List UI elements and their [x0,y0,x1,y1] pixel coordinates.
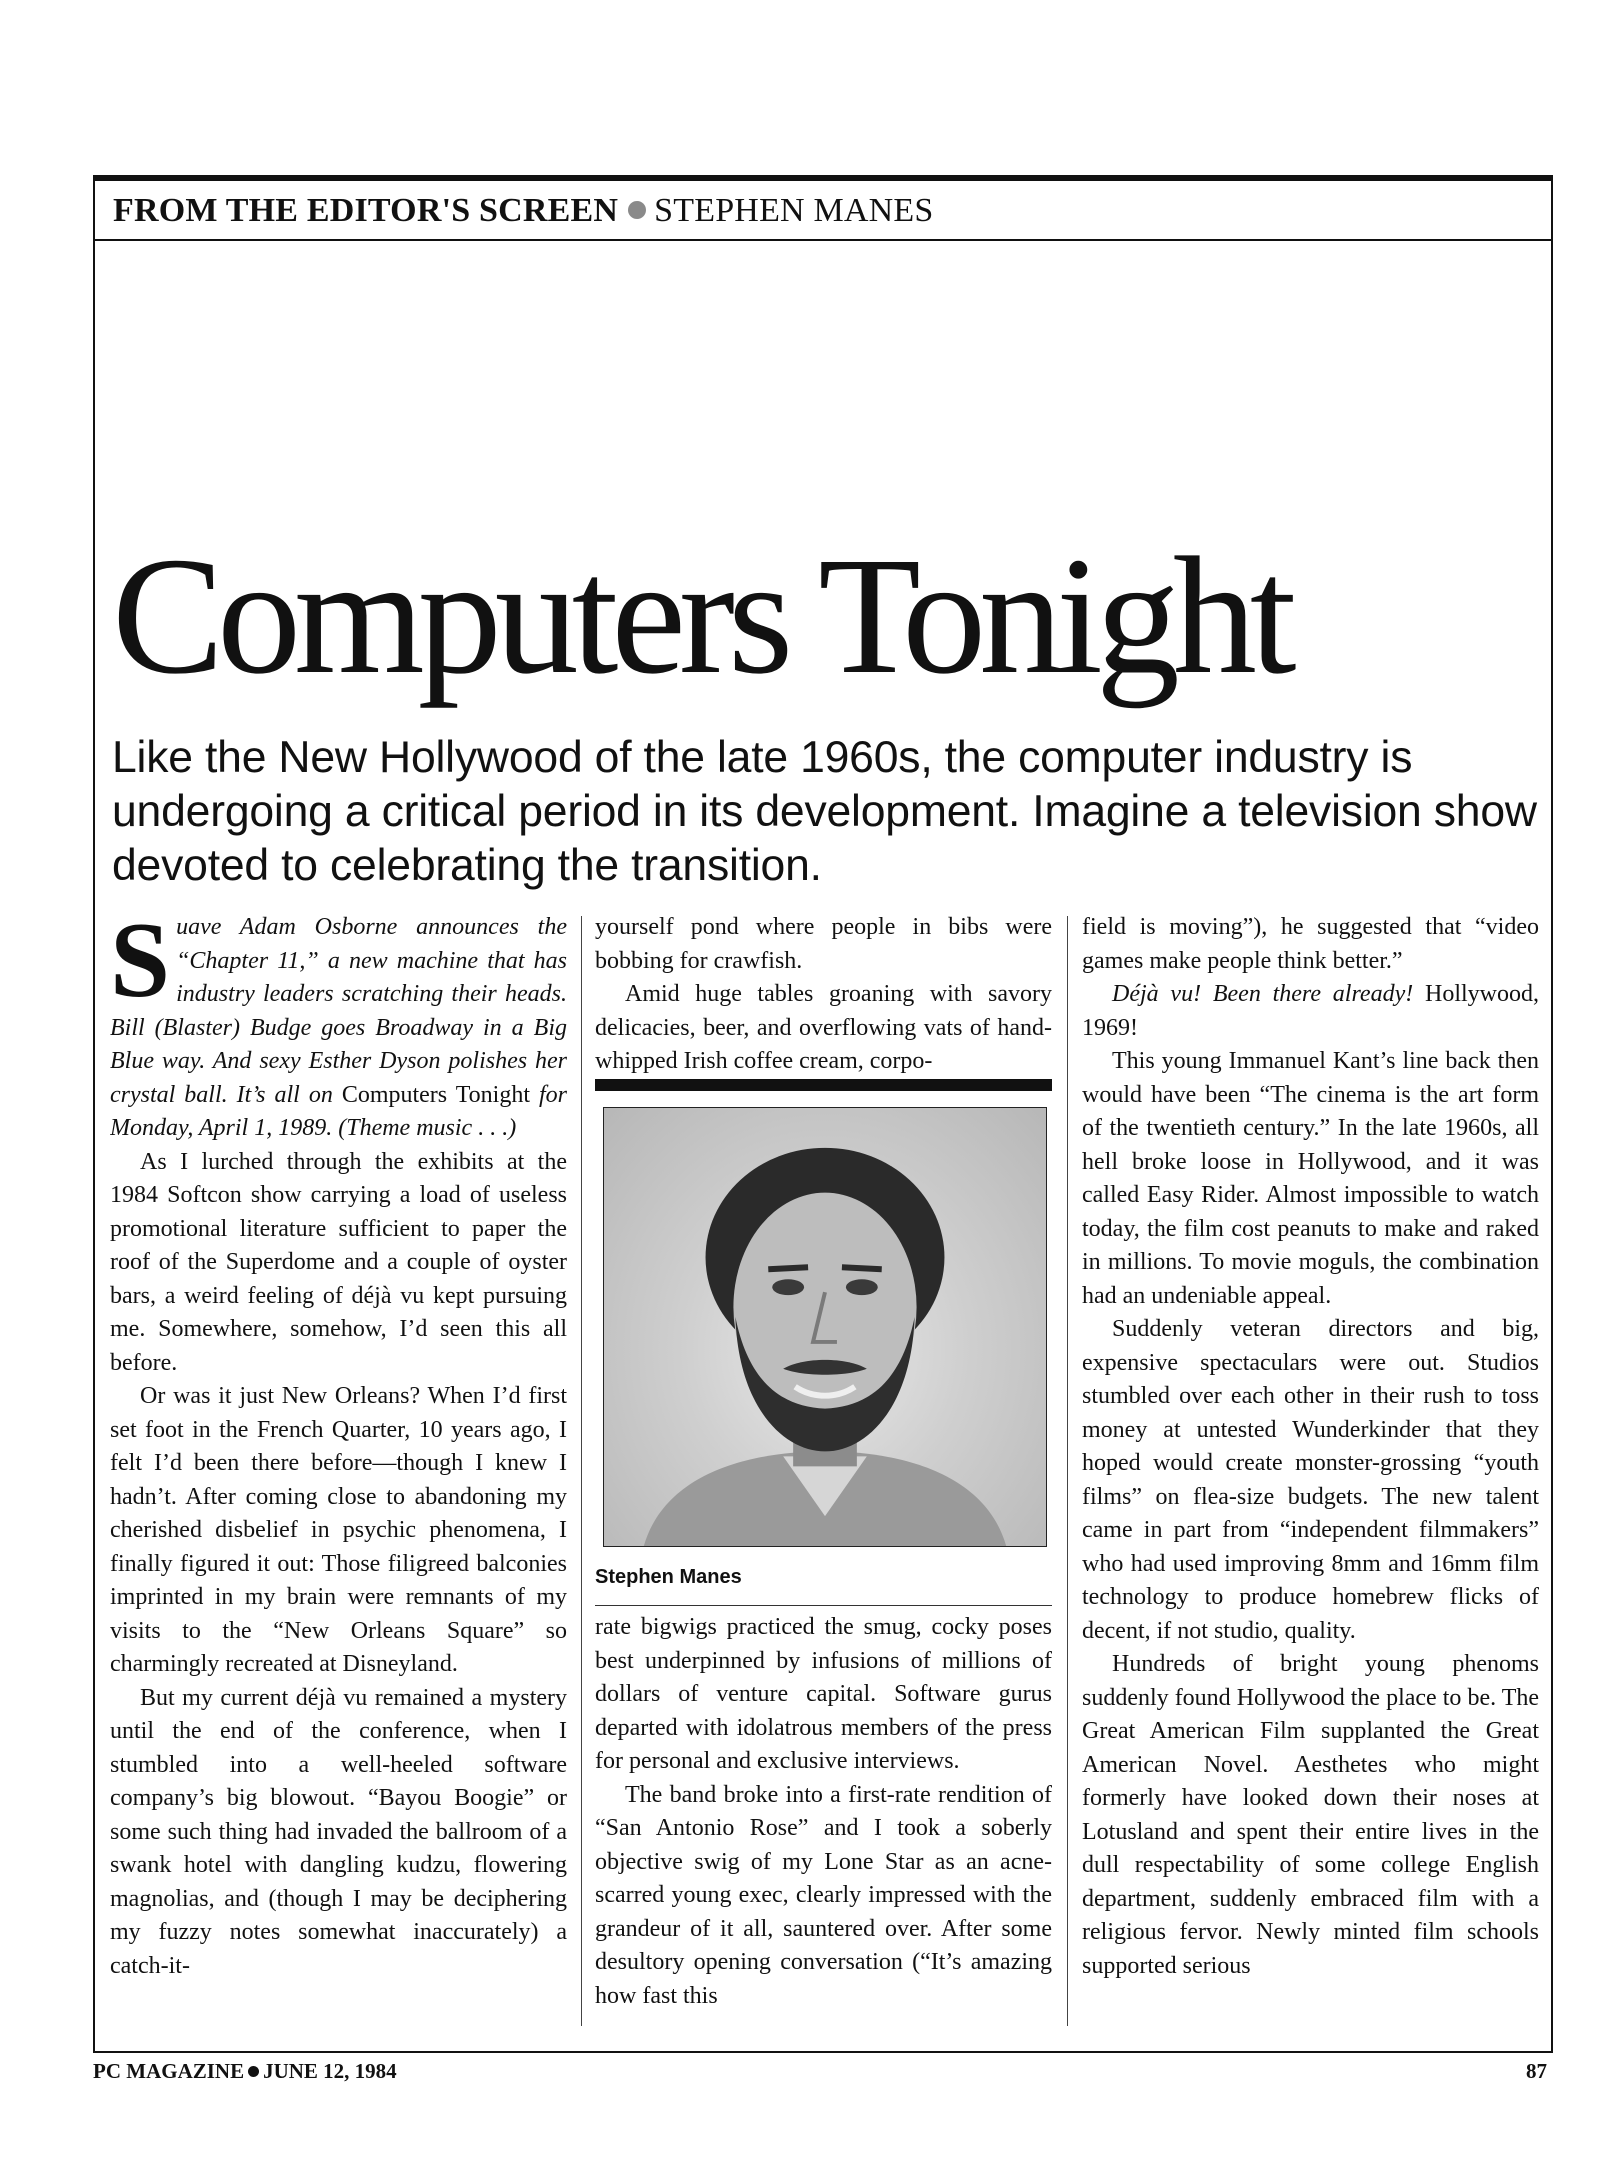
photo-top-rule [595,1079,1052,1091]
footer-date: JUNE 12, 1984 [263,2059,397,2083]
body-paragraph: Or was it just New Orleans? When I’d first set foot in the French Quarter, 10 years ago, I felt I’d been there before—though I knew I hadn’t. After coming close to abandoning my cherished disbelief in psychic phenomena, I finally figured it out: Those filigreed balconies imprinted in my brain were remnants of my visits to the “New Orleans Square” so charmingly recreated at Disneyland. [110,1383,567,1677]
article-frame [93,175,1553,2053]
column-rule [581,916,582,2026]
drop-cap: S [110,911,169,1020]
column-rule [1067,916,1068,2026]
bullet-dot-icon [628,201,646,219]
lead-paragraph [110,911,567,1146]
lead-text-a: uave Adam Osborne announces the “Chapter 11,” a new machine that has industry leaders scratching their heads. Bill (Blaster) Budge goes Broadway in a Big Blue way. And sexy Esther Dyson polishes her crystal ball. It’s all on [110,914,567,1108]
page-number: 87 [1526,2059,1547,2083]
article-column-2 [595,911,1052,2056]
deck-subtitle: Like the New Hollywood of the late 1960s, the computer industry is undergoing a critical period in its development. Imagine a television show devoted to celebrating the transition. [112,733,1537,890]
body-paragraph: Amid huge tables groaning with savory delicacies, beer, and overflowing vats of hand-whipped Irish coffee cream, corpo- [595,981,1052,1074]
emphasis-text: Déjà vu! Been there already! [1112,981,1414,1007]
bullet-dot-icon [248,2066,259,2077]
body-text: Hollywood, 1969! [1082,981,1539,1041]
portrait-illustration [604,1108,1046,1546]
body-paragraph: Suddenly veteran directors and big, expensive spectaculars were out. Studios stumbled over each other in their rush to toss money at untested Wunderkinder that they hoped would create monster-grossing “youth films” on flea-size budgets. The new talent came in part from “independent filmmakers” who had used improving 8mm and 16mm film technology to produce homebrew flicks of decent, if not studio, quality. [1082,1316,1539,1644]
header-author: STEPHEN MANES [654,192,934,229]
caption-rule [595,1605,1052,1606]
body-paragraph: yourself pond where people in bibs were bobbing for crawfish. [595,914,1052,974]
body-paragraph: But my current déjà vu remained a mystery until the end of the conference, when I stumbled into a well-heeled software company’s big blowout. “Bayou Boogie” or some such thing had invaded the ballroom of a swank hotel with dangling kudzu, flowering magnolias, and (though I may be deciphering my fuzzy notes somewhat inaccurately) a catch-it- [110,1684,567,1979]
section-header [95,181,1551,241]
headline: Computers Tonight [112,523,1290,709]
header-section-title: FROM THE EDITOR'S SCREEN [113,192,619,229]
body-paragraph: rate bigwigs practiced the smug, cocky poses best underpinned by infusions of millions of dollars of venture capital. Software gurus departed with idolatrous members of the press for personal and exclusive interviews. [595,1614,1052,1774]
lead-text-b: for Monday, April 1, 1989. (Theme music . . .) [110,1081,567,1141]
body-paragraph: Hundreds of bright young phenoms suddenly found Hollywood the place to be. The Great American Film supplanted the Great American Novel. Aesthetes who might formerly have looked down their noses at Lotusland and spent their entire lives in the dull respectability of some college English department, suddenly embraced film with a religious fervor. Newly minted film schools supported serious [1082,1651,1539,1979]
body-paragraph: As I lurched through the exhibits at the 1984 Softcon show carrying a load of useless promotional literature sufficient to paper the roof of the Superdome and a couple of oyster bars, a weird feeling of déjà vu kept pursuing me. Somewhere, somehow, I’d seen this all before. [110,1148,567,1376]
footer-credit [93,2059,397,2084]
footer-magazine-name: PC MAGAZINE [93,2059,245,2083]
column-2-bottom-text [595,1611,1052,2013]
article-column-3 [1082,911,1539,2056]
body-paragraph: The band broke into a first-rate rendition of “San Antonio Rose” and I took a soberly objective swig of my Lone Star as an acne-scarred young exec, clearly impressed with the grandeur of it all, sauntered over. After some desultory opening conversation (“It’s amazing how fast this [595,1781,1052,2009]
photo-caption: Stephen Manes [595,1566,742,1588]
author-photo [603,1107,1047,1547]
article-column-1 [110,911,567,2056]
body-paragraph [1082,978,1539,1045]
body-paragraph: This young Immanuel Kant’s line back then would have been “The cinema is the art form of the twentieth century.” In the late 1960s, all hell broke loose in Hollywood, and it was called Easy Rider. Almost impossible to watch today, the film cost peanuts to make and raked in millions. To movie moguls, the combination had an undeniable appeal. [1082,1048,1539,1309]
header-text [113,191,934,231]
column-2-top-text [595,911,1052,1079]
lead-show-title: Computers Tonight [341,1081,531,1108]
body-paragraph: field is moving”), he suggested that “video games make people think better.” [1082,914,1539,974]
